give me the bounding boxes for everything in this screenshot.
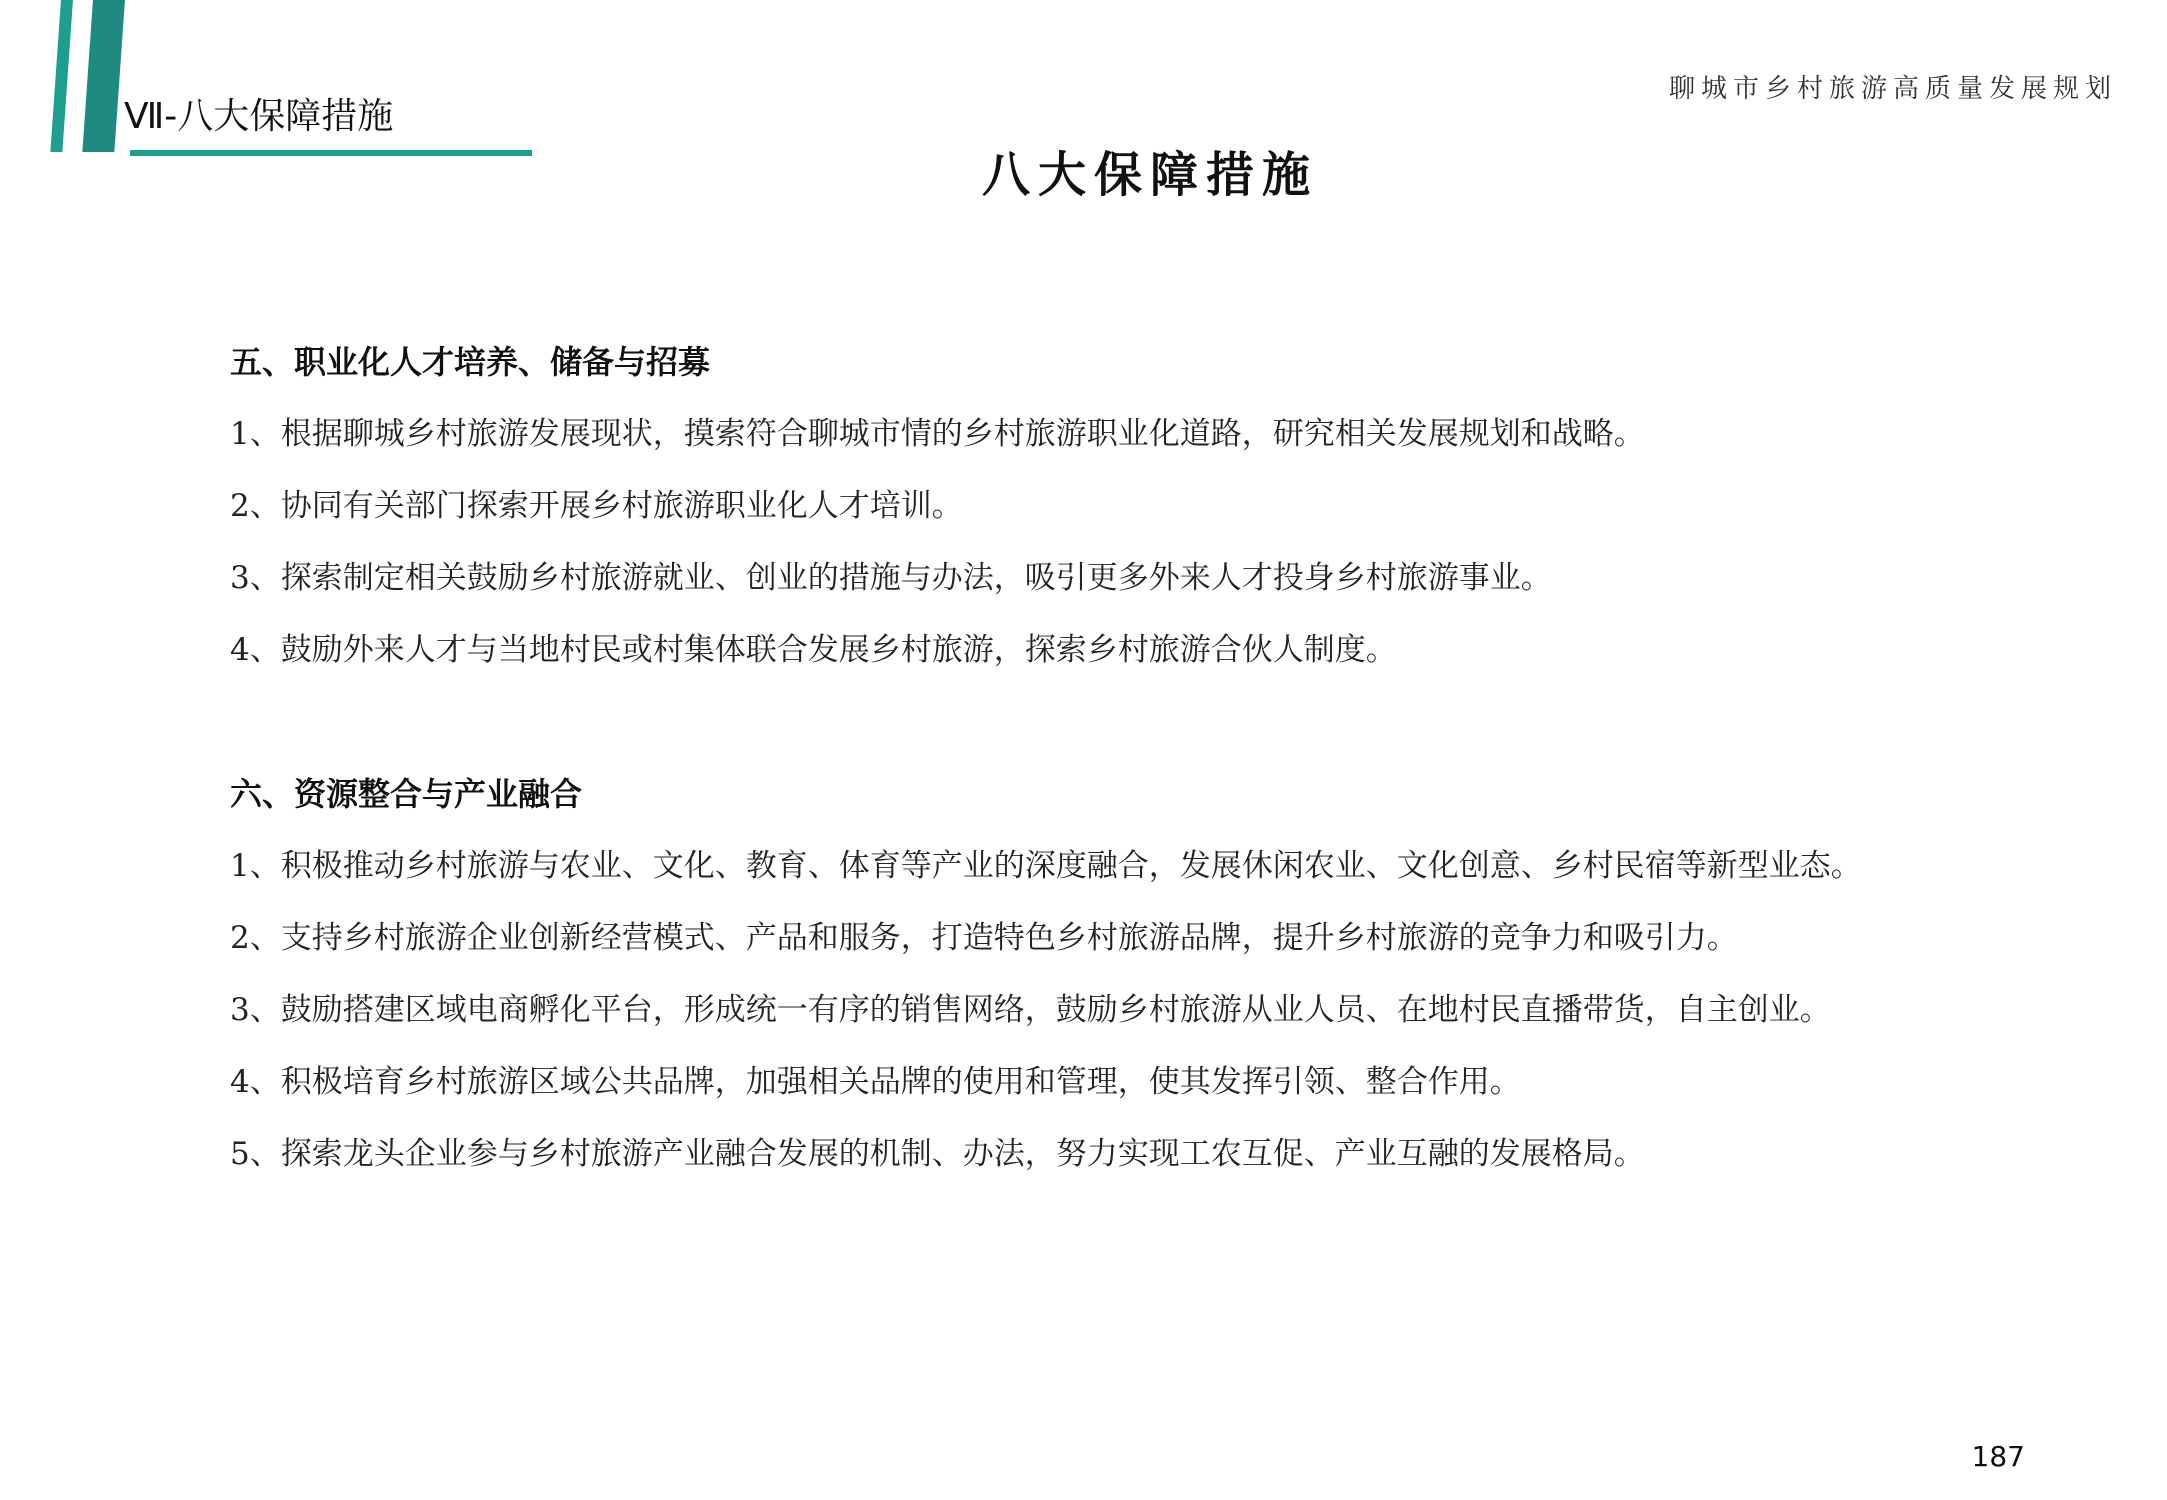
document-title: 聊城市乡村旅游高质量发展规划 (1668, 74, 2117, 104)
list-item: 4、鼓励外来人才与当地村民或村集体联合发展乡村旅游，探索乡村旅游合伙人制度。 (230, 632, 1397, 668)
section-label: Ⅶ-八大保障措施 (124, 96, 394, 137)
list-item: 3、鼓励搭建区域电商孵化平台，形成统一有序的销售网络，鼓励乡村旅游从业人员、在地村民直播带货，自主创业。 (230, 992, 1831, 1028)
section-heading: 五、职业化人才培养、储备与招募 (230, 343, 711, 381)
list-item: 1、积极推动乡村旅游与农业、文化、教育、体育等产业的深度融合，发展休闲农业、文化创意、乡村民宿等新型业态。 (230, 848, 1862, 884)
decorative-stripe (50, 0, 73, 152)
list-item: 1、根据聊城乡村旅游发展现状，摸索符合聊城市情的乡村旅游职业化道路，研究相关发展规划和战略。 (230, 416, 1645, 452)
list-item: 3、探索制定相关鼓励乡村旅游就业、创业的措施与办法，吸引更多外来人才投身乡村旅游事业。 (230, 560, 1552, 596)
section-integration (230, 767, 2030, 1181)
section-talent (230, 335, 2030, 677)
page-heading: 八大保障措施 (981, 147, 1318, 203)
decorative-stripe (82, 0, 125, 152)
content-body (230, 335, 2030, 1199)
list-item: 2、协同有关部门探索开展乡村旅游职业化人才培训。 (230, 488, 963, 524)
page-number: 187 (1971, 1440, 2025, 1473)
list-item: 4、积极培育乡村旅游区域公共品牌，加强相关品牌的使用和管理，使其发挥引领、整合作用。 (230, 1064, 1521, 1100)
section-heading: 六、资源整合与产业融合 (230, 775, 583, 813)
list-item: 2、支持乡村旅游企业创新经营模式、产品和服务，打造特色乡村旅游品牌，提升乡村旅游的竞争力和吸引力。 (230, 920, 1738, 956)
list-item: 5、探索龙头企业参与乡村旅游产业融合发展的机制、办法，努力实现工农互促、产业互融的发展格局。 (230, 1136, 1645, 1172)
